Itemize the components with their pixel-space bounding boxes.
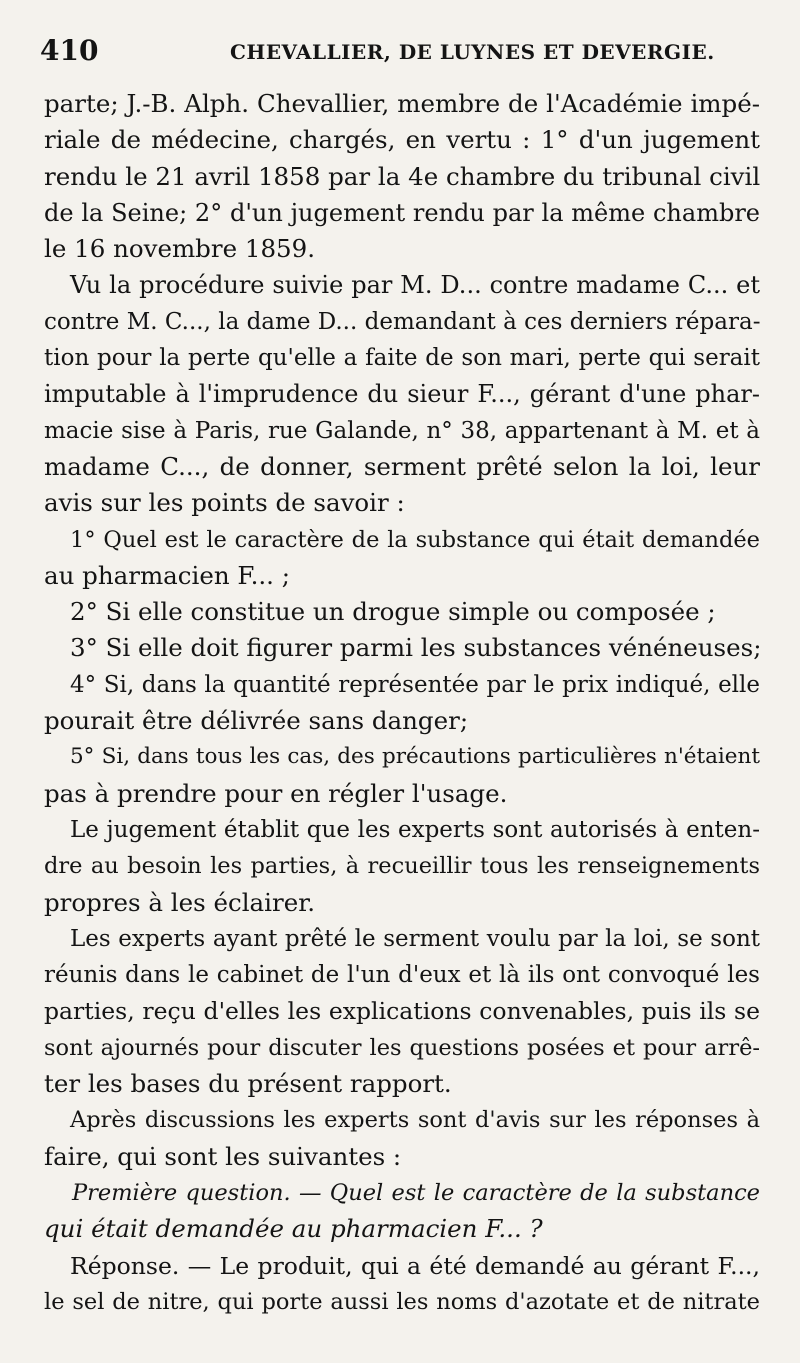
body-text bbox=[44, 86, 760, 1320]
text-line: parte; J.-B. Alph. Chevallier, membre de l'Académie impé- bbox=[44, 89, 760, 118]
text-line: ter les bases du présent rapport. bbox=[44, 1069, 452, 1099]
text-line: 5° Si, dans tous les cas, des précautions particulières n'étaient bbox=[70, 744, 760, 770]
text-line: riale de médecine, chargés, en vertu : 1° d'un jugement bbox=[44, 125, 760, 155]
text-line: imputable à l'imprudence du sieur F..., gérant d'une phar- bbox=[44, 380, 760, 409]
text-line: réunis dans le cabinet de l'un d'eux et là ils ont convoqué les bbox=[44, 962, 760, 989]
text-line: faire, qui sont les suivantes : bbox=[44, 1141, 402, 1171]
text-line: pas à prendre pour en régler l'usage. bbox=[44, 778, 508, 808]
text-line: pourait être délivrée sans danger; bbox=[44, 706, 469, 736]
text-line: madame C..., de donner, serment prêté selon la loi, leur bbox=[44, 451, 760, 481]
text-line: avis sur les points de savoir : bbox=[44, 488, 405, 518]
text-line: le 16 novembre 1859. bbox=[44, 234, 316, 264]
page-header bbox=[40, 34, 760, 74]
text-line: rendu le 21 avril 1858 par la 4e chambre du tribunal civil bbox=[44, 161, 761, 191]
text-line: macie sise à Paris, rue Galande, n° 38, appartenant à M. et à bbox=[44, 417, 760, 444]
text-line: 3° Si elle doit figurer parmi les substances vénéneuses; bbox=[70, 633, 762, 663]
running-head: CHEVALLIER, DE LUYNES ET DEVERGIE. bbox=[230, 40, 715, 64]
text-line: tion pour la perte qu'elle a faite de son mari, perte qui serait bbox=[44, 345, 760, 372]
text-line-italic: Première question. — Quel est le caractère de la substance bbox=[72, 1179, 760, 1206]
text-line: Le jugement établit que les experts sont autorisés à enten- bbox=[70, 816, 760, 843]
text-line: le sel de nitre, qui porte aussi les noms d'azotate et de nitrate bbox=[44, 1288, 760, 1315]
text-line: parties, reçu d'elles les explications convenables, puis ils se bbox=[44, 997, 760, 1026]
text-line: dre au besoin les parties, à recueillir tous les renseignements bbox=[44, 853, 760, 880]
text-line: 4° Si, dans la quantité représentée par le prix indiqué, elle bbox=[70, 671, 760, 698]
text-line-italic: qui était demandée au pharmacien F... ? bbox=[44, 1214, 543, 1244]
text-line: propres à les éclairer. bbox=[44, 887, 316, 917]
text-line: 2° Si elle constitue un drogue simple ou composée ; bbox=[70, 597, 716, 627]
text-line: Réponse. — Le produit, qui a été demandé au gérant F..., bbox=[70, 1251, 760, 1280]
page-number: 410 bbox=[40, 34, 99, 67]
text-line: 1° Quel est le caractère de la substance qui était demandée bbox=[70, 526, 760, 553]
text-line: Les experts ayant prêté le serment voulu par la loi, se sont bbox=[70, 925, 760, 952]
text-line: Vu la procédure suivie par M. D... contre madame C... et bbox=[70, 271, 760, 300]
text-line: sont ajournés pour discuter les questions posées et pour arrê- bbox=[44, 1034, 760, 1061]
text-line: au pharmacien F... ; bbox=[44, 560, 291, 590]
text-line: de la Seine; 2° d'un jugement rendu par la même chambre bbox=[44, 198, 760, 227]
text-line: Après discussions les experts sont d'avis sur les réponses à bbox=[70, 1107, 760, 1134]
text-line: contre M. C..., la dame D... demandant à ces derniers répara- bbox=[44, 308, 761, 335]
